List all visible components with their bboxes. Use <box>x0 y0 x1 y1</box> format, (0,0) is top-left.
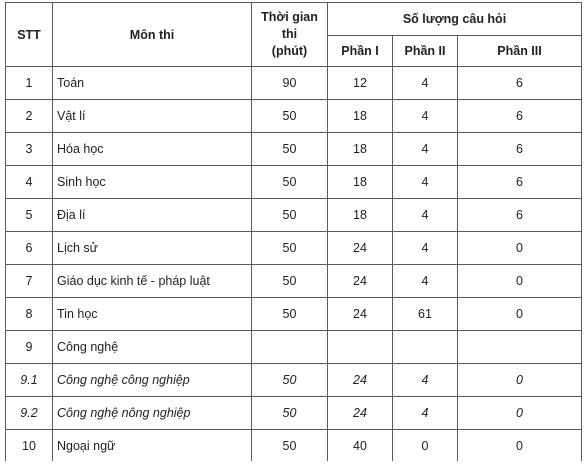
cell-stt: 4 <box>6 166 53 199</box>
table-row <box>6 331 582 364</box>
cell-part-1: 18 <box>328 199 393 232</box>
table-row <box>6 133 582 166</box>
cell-part-2: 4 <box>393 364 458 397</box>
cell-duration: 50 <box>252 199 328 232</box>
cell-part-3: 6 <box>458 100 582 133</box>
cell-duration: 50 <box>252 232 328 265</box>
cell-subject: Lịch sử <box>53 232 252 265</box>
table-header <box>6 3 582 67</box>
cell-subject: Toán <box>53 67 252 100</box>
cell-stt: 6 <box>6 232 53 265</box>
cell-part-1: 24 <box>328 232 393 265</box>
cell-part-2: 4 <box>393 166 458 199</box>
table-row <box>6 232 582 265</box>
table-row <box>6 364 582 397</box>
cell-subject: Hóa học <box>53 133 252 166</box>
cell-subject: Địa lí <box>53 199 252 232</box>
table-row <box>6 199 582 232</box>
cell-subject: Tin học <box>53 298 252 331</box>
cell-part-1: 24 <box>328 298 393 331</box>
cell-part-1: 18 <box>328 133 393 166</box>
cell-duration: 50 <box>252 298 328 331</box>
cell-subject: Giáo dục kinh tế - pháp luật <box>53 265 252 298</box>
cell-part-1: 24 <box>328 265 393 298</box>
cell-duration: 50 <box>252 133 328 166</box>
header-part-2: Phần II <box>393 36 458 67</box>
cell-part-1 <box>328 331 393 364</box>
cell-part-2: 4 <box>393 397 458 430</box>
cell-part-1: 18 <box>328 166 393 199</box>
cell-part-2 <box>393 331 458 364</box>
cell-part-1: 12 <box>328 67 393 100</box>
cell-part-3: 0 <box>458 232 582 265</box>
cell-stt: 9.2 <box>6 397 53 430</box>
cell-part-1: 18 <box>328 100 393 133</box>
cell-stt: 5 <box>6 199 53 232</box>
cell-stt: 9.1 <box>6 364 53 397</box>
bottom-margin <box>0 461 588 468</box>
table-row <box>6 298 582 331</box>
cell-part-3: 6 <box>458 166 582 199</box>
header-part-1: Phần I <box>328 36 393 67</box>
cell-subject: Vật lí <box>53 100 252 133</box>
cell-subject: Công nghệ công nghiệp <box>53 364 252 397</box>
cell-stt: 2 <box>6 100 53 133</box>
table-body <box>6 67 582 463</box>
cell-duration: 50 <box>252 397 328 430</box>
cell-subject: Ngoại ngữ <box>53 430 252 463</box>
header-stt: STT <box>6 3 53 67</box>
cell-duration: 50 <box>252 265 328 298</box>
cell-stt: 7 <box>6 265 53 298</box>
cell-part-3: 0 <box>458 430 582 463</box>
cell-part-2: 4 <box>393 232 458 265</box>
cell-part-1: 24 <box>328 364 393 397</box>
cell-subject: Sinh học <box>53 166 252 199</box>
cell-part-3: 0 <box>458 298 582 331</box>
cell-duration: 90 <box>252 67 328 100</box>
cell-duration: 50 <box>252 166 328 199</box>
cell-part-2: 4 <box>393 265 458 298</box>
cell-duration: 50 <box>252 430 328 463</box>
header-duration-line2: (phút) <box>271 44 308 58</box>
table-row <box>6 397 582 430</box>
header-duration-line1: Thời gian thi <box>261 10 318 41</box>
header-row-top <box>6 3 582 36</box>
table-row <box>6 430 582 463</box>
header-subject: Môn thi <box>53 3 252 67</box>
cell-duration <box>252 331 328 364</box>
cell-stt: 1 <box>6 67 53 100</box>
cell-stt: 9 <box>6 331 53 364</box>
exam-structure-table <box>5 2 582 463</box>
cell-part-2: 0 <box>393 430 458 463</box>
cell-stt: 10 <box>6 430 53 463</box>
table-row <box>6 265 582 298</box>
table-row <box>6 67 582 100</box>
cell-duration: 50 <box>252 100 328 133</box>
header-part-3: Phần III <box>458 36 582 67</box>
cell-stt: 8 <box>6 298 53 331</box>
header-duration <box>252 3 328 67</box>
cell-stt: 3 <box>6 133 53 166</box>
cell-part-1: 40 <box>328 430 393 463</box>
cell-part-2: 4 <box>393 100 458 133</box>
table-row <box>6 166 582 199</box>
cell-part-2: 4 <box>393 199 458 232</box>
cell-part-3 <box>458 331 582 364</box>
cell-part-1: 24 <box>328 397 393 430</box>
cell-part-2: 4 <box>393 133 458 166</box>
cell-part-3: 0 <box>458 364 582 397</box>
table-row <box>6 100 582 133</box>
header-question-count: Số lượng câu hỏi <box>328 3 582 36</box>
cell-subject: Công nghệ nông nghiệp <box>53 397 252 430</box>
cell-part-3: 0 <box>458 397 582 430</box>
cell-part-3: 6 <box>458 199 582 232</box>
cell-part-2: 4 <box>393 67 458 100</box>
cell-part-3: 6 <box>458 67 582 100</box>
cell-part-3: 6 <box>458 133 582 166</box>
cell-subject: Công nghệ <box>53 331 252 364</box>
cell-duration: 50 <box>252 364 328 397</box>
cell-part-3: 0 <box>458 265 582 298</box>
cell-part-2: 61 <box>393 298 458 331</box>
